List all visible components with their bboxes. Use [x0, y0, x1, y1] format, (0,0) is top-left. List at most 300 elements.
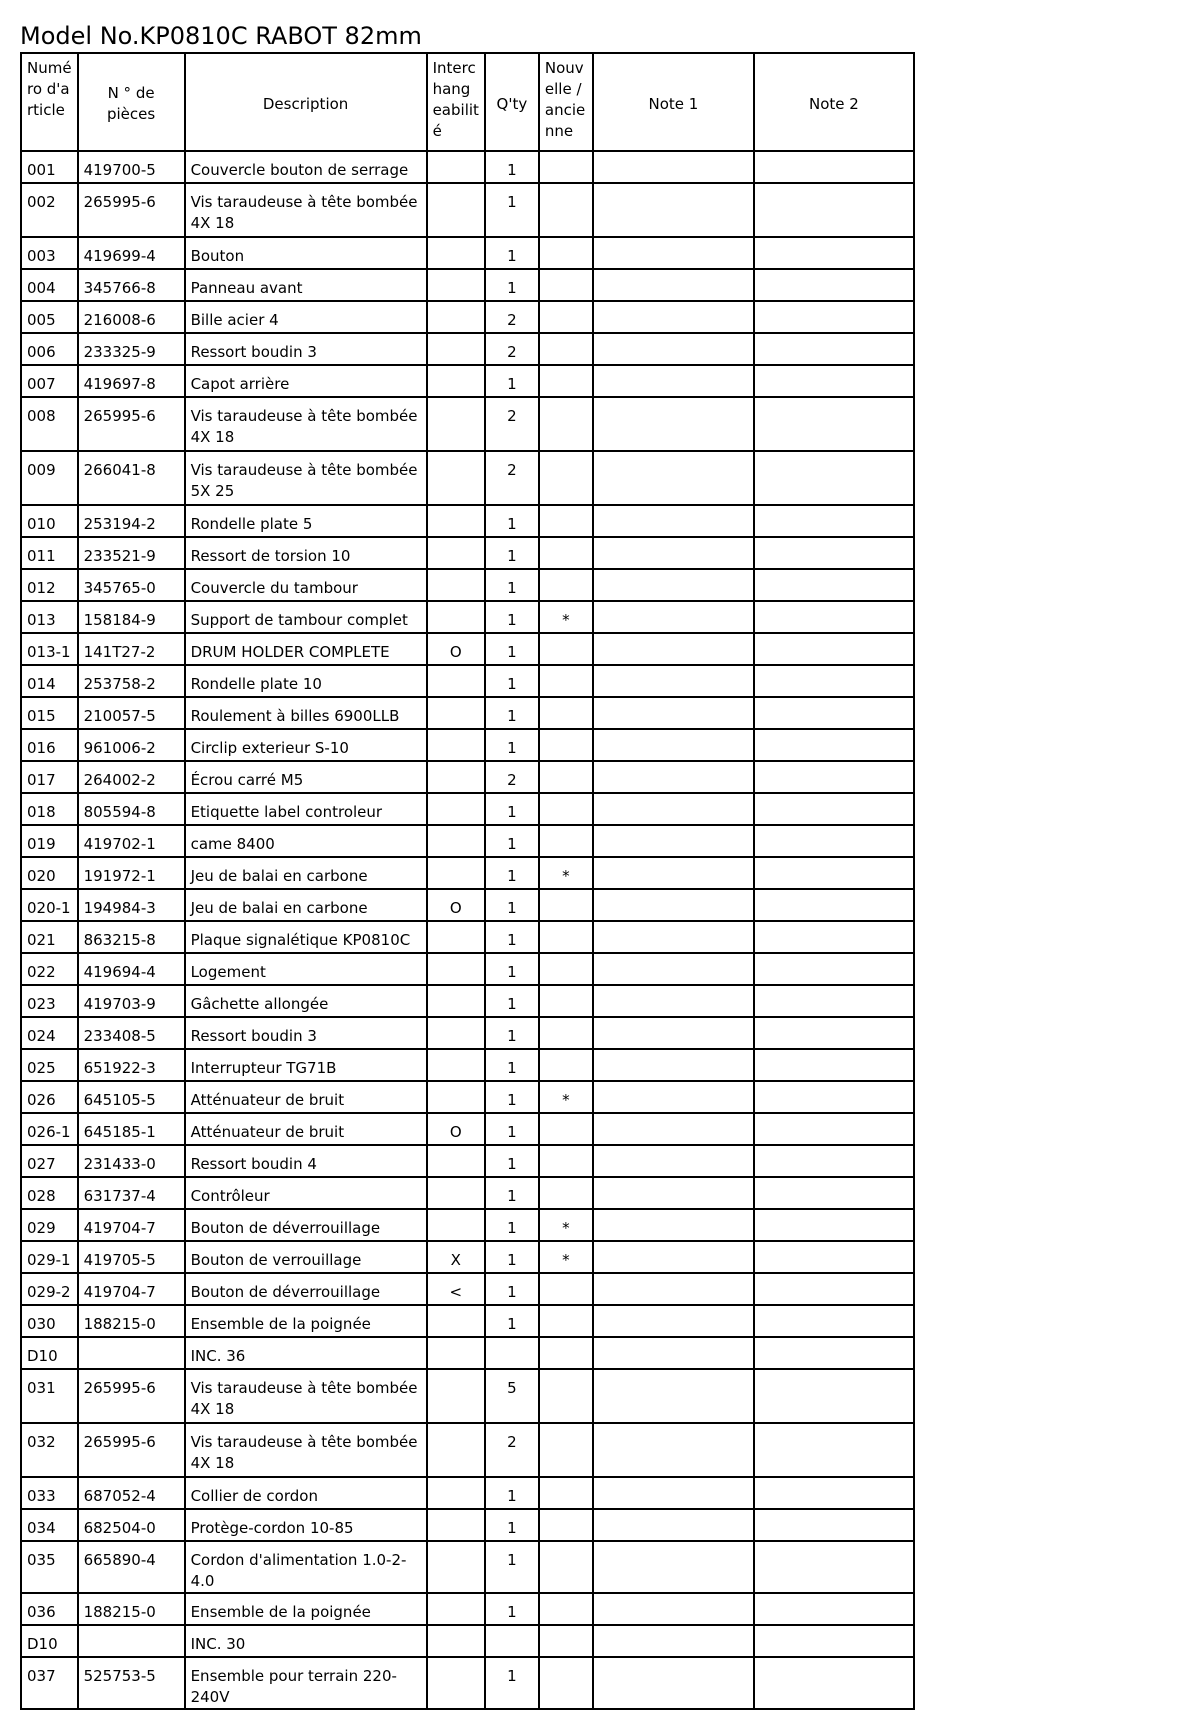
cell-quantity: 1 [485, 269, 539, 301]
cell-note-1 [593, 1625, 754, 1657]
cell-note-2 [754, 825, 914, 857]
cell-quantity: 1 [485, 793, 539, 825]
cell-note-1 [593, 1081, 754, 1113]
cell-article-number: 028 [21, 1177, 78, 1209]
col-header-description: Description [185, 53, 427, 151]
cell-note-2 [754, 985, 914, 1017]
cell-interchangeability [427, 1657, 485, 1709]
cell-article-number: 024 [21, 1017, 78, 1049]
cell-part-number: 419702-1 [78, 825, 185, 857]
cell-new-old [539, 1049, 593, 1081]
cell-quantity: 1 [485, 537, 539, 569]
cell-description: Panneau avant [185, 269, 427, 301]
cell-note-1 [593, 1113, 754, 1145]
cell-interchangeability: < [427, 1273, 485, 1305]
cell-new-old [539, 1017, 593, 1049]
cell-description: Ressort de torsion 10 [185, 537, 427, 569]
cell-quantity: 2 [485, 301, 539, 333]
header-row [21, 53, 914, 151]
cell-part-number: 645185-1 [78, 1113, 185, 1145]
cell-new-old [539, 183, 593, 237]
cell-quantity: 1 [485, 505, 539, 537]
cell-new-old: * [539, 857, 593, 889]
cell-note-1 [593, 665, 754, 697]
table-row [21, 825, 914, 857]
cell-quantity: 1 [485, 921, 539, 953]
cell-description: Vis taraudeuse à tête bombée 4X 18 [185, 183, 427, 237]
cell-note-2 [754, 1369, 914, 1423]
cell-quantity: 1 [485, 1177, 539, 1209]
cell-interchangeability [427, 237, 485, 269]
cell-article-number: 026 [21, 1081, 78, 1113]
cell-description: Atténuateur de bruit [185, 1113, 427, 1145]
cell-note-2 [754, 1145, 914, 1177]
cell-interchangeability [427, 665, 485, 697]
table-row [21, 1017, 914, 1049]
cell-new-old [539, 1145, 593, 1177]
cell-article-number: 010 [21, 505, 78, 537]
cell-note-2 [754, 793, 914, 825]
cell-part-number: 419705-5 [78, 1241, 185, 1273]
cell-description: Couvercle du tambour [185, 569, 427, 601]
cell-description: Vis taraudeuse à tête bombée 4X 18 [185, 1423, 427, 1477]
cell-new-old [539, 1625, 593, 1657]
table-row [21, 1305, 914, 1337]
cell-article-number: 029-2 [21, 1273, 78, 1305]
cell-note-2 [754, 183, 914, 237]
cell-article-number: 007 [21, 365, 78, 397]
table-row [21, 537, 914, 569]
cell-article-number: 008 [21, 397, 78, 451]
cell-article-number: D10 [21, 1337, 78, 1369]
cell-interchangeability: O [427, 1113, 485, 1145]
cell-article-number: 022 [21, 953, 78, 985]
table-row [21, 665, 914, 697]
table-row [21, 1593, 914, 1625]
table-row [21, 1209, 914, 1241]
cell-note-2 [754, 333, 914, 365]
cell-note-2 [754, 953, 914, 985]
parts-table [20, 52, 915, 1710]
table-row [21, 365, 914, 397]
cell-article-number: 009 [21, 451, 78, 505]
cell-article-number: 002 [21, 183, 78, 237]
cell-new-old [539, 505, 593, 537]
cell-quantity: 1 [485, 729, 539, 761]
cell-note-2 [754, 889, 914, 921]
cell-article-number: 033 [21, 1477, 78, 1509]
cell-note-2 [754, 1017, 914, 1049]
table-row [21, 569, 914, 601]
cell-article-number: 011 [21, 537, 78, 569]
cell-note-1 [593, 825, 754, 857]
cell-quantity: 1 [485, 1477, 539, 1509]
cell-note-1 [593, 633, 754, 665]
cell-quantity: 1 [485, 825, 539, 857]
cell-note-2 [754, 269, 914, 301]
cell-note-1 [593, 569, 754, 601]
cell-note-1 [593, 1241, 754, 1273]
cell-part-number: 651922-3 [78, 1049, 185, 1081]
cell-note-2 [754, 397, 914, 451]
table-row [21, 1081, 914, 1113]
cell-description: Atténuateur de bruit [185, 1081, 427, 1113]
cell-interchangeability [427, 301, 485, 333]
table-row [21, 397, 914, 451]
cell-part-number: 805594-8 [78, 793, 185, 825]
cell-note-2 [754, 365, 914, 397]
table-row [21, 697, 914, 729]
cell-article-number: 004 [21, 269, 78, 301]
cell-quantity: 1 [485, 237, 539, 269]
cell-description: Contrôleur [185, 1177, 427, 1209]
table-row [21, 953, 914, 985]
cell-note-2 [754, 1113, 914, 1145]
cell-note-1 [593, 151, 754, 183]
cell-part-number: 210057-5 [78, 697, 185, 729]
table-row [21, 301, 914, 333]
table-row [21, 1477, 914, 1509]
cell-article-number: 020 [21, 857, 78, 889]
cell-description: Ensemble de la poignée [185, 1305, 427, 1337]
cell-description: DRUM HOLDER COMPLETE [185, 633, 427, 665]
table-row [21, 1423, 914, 1477]
table-row [21, 1541, 914, 1593]
cell-article-number: 029-1 [21, 1241, 78, 1273]
table-row [21, 921, 914, 953]
cell-interchangeability [427, 1541, 485, 1593]
col-header-note-2: Note 2 [754, 53, 914, 151]
col-header-quantity: Q'ty [485, 53, 539, 151]
cell-article-number: 029 [21, 1209, 78, 1241]
cell-note-2 [754, 1541, 914, 1593]
cell-note-2 [754, 1657, 914, 1709]
cell-article-number: 016 [21, 729, 78, 761]
cell-quantity: 1 [485, 697, 539, 729]
cell-note-1 [593, 183, 754, 237]
table-row [21, 633, 914, 665]
cell-note-2 [754, 665, 914, 697]
cell-interchangeability [427, 537, 485, 569]
cell-part-number: 231433-0 [78, 1145, 185, 1177]
cell-quantity: 1 [485, 1113, 539, 1145]
cell-part-number: 345766-8 [78, 269, 185, 301]
cell-part-number: 233521-9 [78, 537, 185, 569]
cell-quantity: 1 [485, 1657, 539, 1709]
cell-note-1 [593, 1305, 754, 1337]
cell-interchangeability [427, 825, 485, 857]
cell-note-1 [593, 793, 754, 825]
cell-part-number: 419699-4 [78, 237, 185, 269]
cell-interchangeability: X [427, 1241, 485, 1273]
cell-article-number: 018 [21, 793, 78, 825]
cell-interchangeability: O [427, 633, 485, 665]
cell-article-number: 005 [21, 301, 78, 333]
cell-interchangeability [427, 269, 485, 301]
cell-new-old: * [539, 601, 593, 633]
cell-new-old [539, 451, 593, 505]
cell-new-old [539, 761, 593, 793]
cell-note-1 [593, 1145, 754, 1177]
cell-description: Support de tambour complet [185, 601, 427, 633]
cell-interchangeability [427, 953, 485, 985]
cell-article-number: 019 [21, 825, 78, 857]
cell-description: Bouton de verrouillage [185, 1241, 427, 1273]
col-header-part-number: N ° de pièces [78, 53, 185, 151]
cell-note-2 [754, 1337, 914, 1369]
cell-part-number [78, 1625, 185, 1657]
cell-part-number: 419704-7 [78, 1273, 185, 1305]
cell-note-1 [593, 1593, 754, 1625]
cell-new-old [539, 729, 593, 761]
cell-note-2 [754, 451, 914, 505]
cell-quantity: 2 [485, 333, 539, 365]
cell-part-number: 345765-0 [78, 569, 185, 601]
cell-part-number: 419694-4 [78, 953, 185, 985]
cell-quantity [485, 1337, 539, 1369]
cell-interchangeability [427, 1593, 485, 1625]
cell-part-number: 863215-8 [78, 921, 185, 953]
cell-description: Jeu de balai en carbone [185, 857, 427, 889]
table-row [21, 1509, 914, 1541]
table-row [21, 1241, 914, 1273]
cell-quantity: 1 [485, 1509, 539, 1541]
cell-new-old [539, 953, 593, 985]
cell-part-number: 665890-4 [78, 1541, 185, 1593]
cell-note-1 [593, 301, 754, 333]
cell-note-1 [593, 729, 754, 761]
cell-part-number: 525753-5 [78, 1657, 185, 1709]
cell-note-2 [754, 569, 914, 601]
cell-part-number: 188215-0 [78, 1305, 185, 1337]
cell-note-2 [754, 1477, 914, 1509]
cell-description: INC. 36 [185, 1337, 427, 1369]
cell-description: Gâchette allongée [185, 985, 427, 1017]
cell-quantity: 1 [485, 1273, 539, 1305]
cell-description: Ressort boudin 3 [185, 333, 427, 365]
cell-quantity: 1 [485, 1049, 539, 1081]
cell-note-2 [754, 921, 914, 953]
cell-description: Écrou carré M5 [185, 761, 427, 793]
cell-note-2 [754, 1625, 914, 1657]
cell-note-2 [754, 237, 914, 269]
cell-quantity: 1 [485, 1593, 539, 1625]
cell-article-number: 013 [21, 601, 78, 633]
cell-quantity: 2 [485, 397, 539, 451]
cell-interchangeability [427, 505, 485, 537]
cell-description: Cordon d'alimentation 1.0-2-4.0 [185, 1541, 427, 1593]
cell-interchangeability [427, 365, 485, 397]
cell-description: Ressort boudin 3 [185, 1017, 427, 1049]
cell-description: Vis taraudeuse à tête bombée 4X 18 [185, 1369, 427, 1423]
cell-quantity: 1 [485, 889, 539, 921]
cell-new-old [539, 633, 593, 665]
cell-note-2 [754, 1509, 914, 1541]
table-row [21, 1337, 914, 1369]
cell-new-old: * [539, 1209, 593, 1241]
cell-description: Etiquette label controleur [185, 793, 427, 825]
cell-new-old [539, 825, 593, 857]
cell-article-number: 035 [21, 1541, 78, 1593]
cell-part-number: 158184-9 [78, 601, 185, 633]
cell-note-2 [754, 1081, 914, 1113]
table-row [21, 183, 914, 237]
cell-article-number: 006 [21, 333, 78, 365]
cell-quantity: 1 [485, 183, 539, 237]
cell-new-old [539, 985, 593, 1017]
cell-article-number: 030 [21, 1305, 78, 1337]
cell-new-old [539, 1177, 593, 1209]
cell-article-number: 020-1 [21, 889, 78, 921]
table-row [21, 451, 914, 505]
cell-note-2 [754, 537, 914, 569]
cell-interchangeability [427, 1209, 485, 1241]
cell-new-old [539, 365, 593, 397]
cell-note-1 [593, 601, 754, 633]
table-row [21, 729, 914, 761]
cell-note-1 [593, 237, 754, 269]
cell-quantity: 1 [485, 1081, 539, 1113]
cell-note-1 [593, 857, 754, 889]
cell-article-number: 023 [21, 985, 78, 1017]
col-header-new-old: Nouv elle / ancie nne [539, 53, 593, 151]
cell-note-2 [754, 601, 914, 633]
cell-description: Collier de cordon [185, 1477, 427, 1509]
cell-new-old [539, 1369, 593, 1423]
cell-new-old [539, 1477, 593, 1509]
cell-article-number: 037 [21, 1657, 78, 1709]
cell-interchangeability [427, 569, 485, 601]
cell-note-1 [593, 953, 754, 985]
table-row [21, 1273, 914, 1305]
cell-description: Circlip exterieur S-10 [185, 729, 427, 761]
cell-interchangeability [427, 151, 485, 183]
cell-part-number: 419703-9 [78, 985, 185, 1017]
table-row [21, 237, 914, 269]
cell-interchangeability [427, 1017, 485, 1049]
cell-part-number: 194984-3 [78, 889, 185, 921]
table-row [21, 505, 914, 537]
cell-description: Bouton de déverrouillage [185, 1209, 427, 1241]
cell-new-old [539, 301, 593, 333]
cell-description: Bille acier 4 [185, 301, 427, 333]
cell-note-2 [754, 633, 914, 665]
cell-interchangeability [427, 1337, 485, 1369]
cell-interchangeability [427, 857, 485, 889]
cell-article-number: 031 [21, 1369, 78, 1423]
cell-article-number: 025 [21, 1049, 78, 1081]
cell-part-number: 266041-8 [78, 451, 185, 505]
cell-note-1 [593, 365, 754, 397]
cell-interchangeability [427, 985, 485, 1017]
table-row [21, 269, 914, 301]
cell-new-old [539, 537, 593, 569]
page-title: Model No.KP0810C RABOT 82mm [20, 22, 422, 50]
cell-interchangeability [427, 793, 485, 825]
cell-note-2 [754, 1049, 914, 1081]
cell-note-1 [593, 921, 754, 953]
cell-quantity: 1 [485, 953, 539, 985]
col-header-note-1: Note 1 [593, 53, 754, 151]
cell-quantity: 1 [485, 857, 539, 889]
cell-part-number: 188215-0 [78, 1593, 185, 1625]
cell-interchangeability [427, 1625, 485, 1657]
cell-note-1 [593, 1273, 754, 1305]
cell-note-1 [593, 505, 754, 537]
cell-interchangeability: O [427, 889, 485, 921]
cell-article-number: 027 [21, 1145, 78, 1177]
cell-part-number: 253194-2 [78, 505, 185, 537]
cell-note-2 [754, 729, 914, 761]
cell-description: Protège-cordon 10-85 [185, 1509, 427, 1541]
cell-interchangeability [427, 1477, 485, 1509]
cell-quantity: 1 [485, 1241, 539, 1273]
cell-quantity: 1 [485, 985, 539, 1017]
cell-interchangeability [427, 1177, 485, 1209]
cell-description: Vis taraudeuse à tête bombée 4X 18 [185, 397, 427, 451]
cell-note-1 [593, 537, 754, 569]
cell-interchangeability [427, 1081, 485, 1113]
table-row [21, 889, 914, 921]
cell-article-number: 015 [21, 697, 78, 729]
cell-description: Interrupteur TG71B [185, 1049, 427, 1081]
cell-part-number [78, 1337, 185, 1369]
cell-note-1 [593, 1369, 754, 1423]
table-row [21, 1625, 914, 1657]
cell-interchangeability [427, 1369, 485, 1423]
col-header-interchangeability: Interc hang eabilit é [427, 53, 485, 151]
cell-note-2 [754, 857, 914, 889]
cell-part-number: 233325-9 [78, 333, 185, 365]
cell-article-number: 034 [21, 1509, 78, 1541]
cell-description: Vis taraudeuse à tête bombée 5X 25 [185, 451, 427, 505]
cell-part-number: 419700-5 [78, 151, 185, 183]
cell-article-number: 003 [21, 237, 78, 269]
cell-new-old [539, 151, 593, 183]
cell-article-number: 013-1 [21, 633, 78, 665]
cell-description: Plaque signalétique KP0810C [185, 921, 427, 953]
cell-description: INC. 30 [185, 1625, 427, 1657]
cell-new-old [539, 921, 593, 953]
cell-new-old [539, 1657, 593, 1709]
cell-note-1 [593, 269, 754, 301]
cell-note-1 [593, 1337, 754, 1369]
cell-note-2 [754, 697, 914, 729]
cell-new-old [539, 1423, 593, 1477]
cell-article-number: 014 [21, 665, 78, 697]
cell-note-1 [593, 1049, 754, 1081]
table-row [21, 1145, 914, 1177]
cell-new-old [539, 1541, 593, 1593]
cell-part-number: 961006-2 [78, 729, 185, 761]
cell-description: Bouton de déverrouillage [185, 1273, 427, 1305]
cell-description: Jeu de balai en carbone [185, 889, 427, 921]
cell-part-number: 264002-2 [78, 761, 185, 793]
cell-note-1 [593, 889, 754, 921]
cell-note-2 [754, 1209, 914, 1241]
table-row [21, 601, 914, 633]
cell-interchangeability [427, 921, 485, 953]
cell-note-1 [593, 1657, 754, 1709]
cell-note-1 [593, 1209, 754, 1241]
table-row [21, 985, 914, 1017]
cell-note-1 [593, 1541, 754, 1593]
cell-new-old [539, 333, 593, 365]
cell-new-old [539, 1273, 593, 1305]
cell-description: Bouton [185, 237, 427, 269]
cell-description: Couvercle bouton de serrage [185, 151, 427, 183]
cell-note-1 [593, 397, 754, 451]
